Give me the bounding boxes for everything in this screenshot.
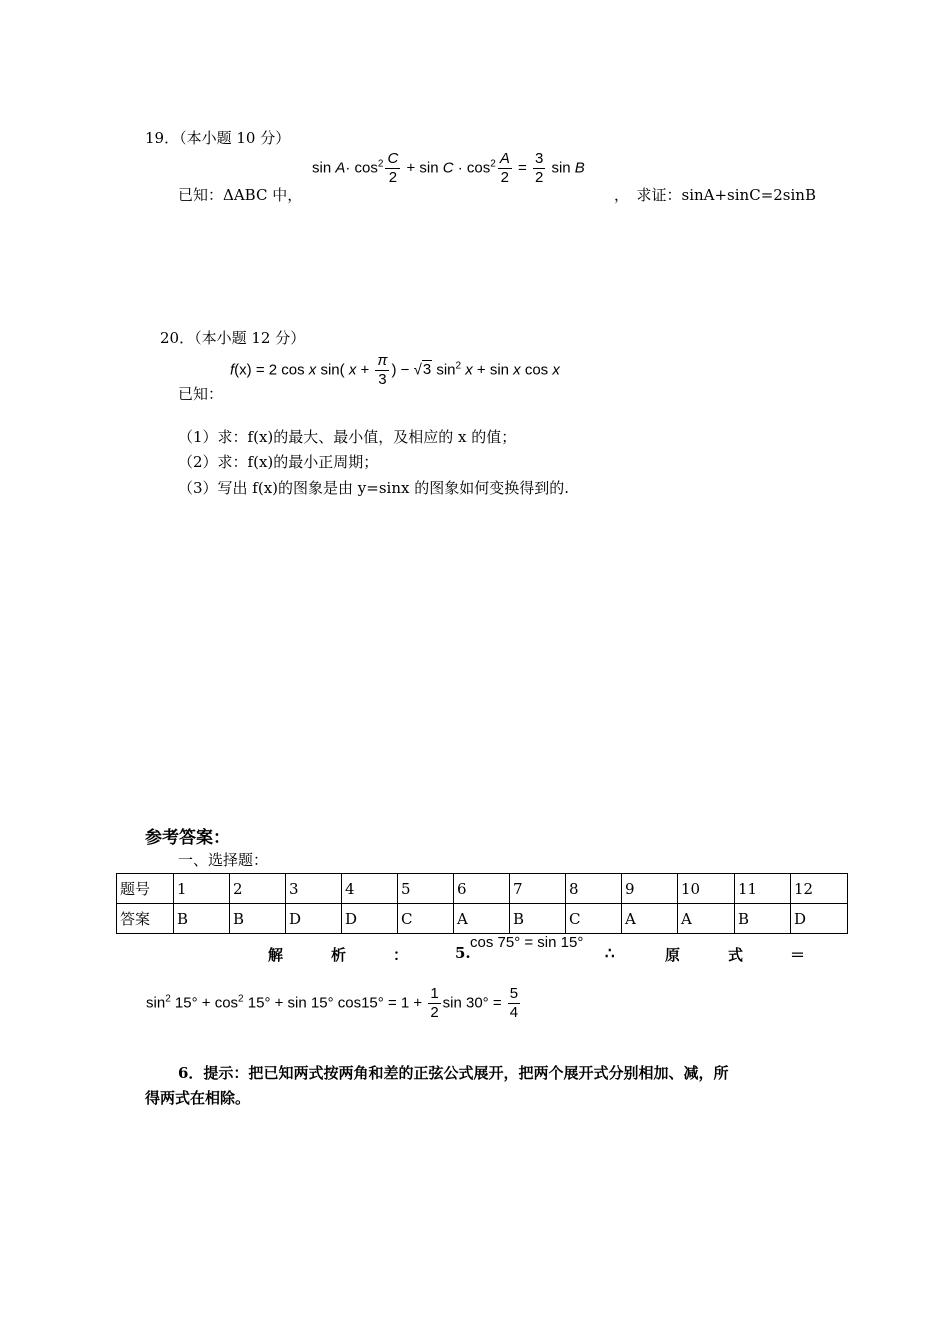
table-cell: 3: [286, 874, 342, 904]
q19-prove: ， 求证：sinA+sinC=2sinB: [614, 186, 816, 204]
table-cell: A: [454, 904, 510, 934]
q20-item-2: （2）求：f(x)的最小正周期；: [178, 453, 379, 471]
analysis-item-number: 5.: [455, 944, 471, 962]
analysis-formula-inline: cos 75° = sin 15°: [470, 934, 584, 951]
table-row: [117, 904, 848, 934]
table-cell: D: [791, 904, 848, 934]
answers-title: 参考答案：: [145, 828, 230, 848]
table-cell: B: [510, 904, 566, 934]
table-cell: 9: [622, 874, 678, 904]
table-cell: B: [230, 904, 286, 934]
analysis-formula-block: $\sin^2 15^\circ + \cos^2 15^\circ + \sin 15^\circ$ cos15° = 1 + $\frac{1}{2}$ sin 30° = $\frac{5}{4}$: [146, 985, 519, 1021]
table-cell: B: [174, 904, 230, 934]
q19-header: 19．（本小题 10 分）: [145, 129, 291, 147]
table-cell: 1: [174, 874, 230, 904]
table-cell: 2: [230, 874, 286, 904]
q20-item-1: （1）求：f(x)的最大、最小值，及相应的 x 的值；: [178, 428, 517, 446]
table-cell: C: [398, 904, 454, 934]
analysis-tail-3: ＝: [790, 946, 806, 964]
analysis-label-2: 析: [331, 946, 347, 964]
table-cell: 6: [454, 874, 510, 904]
table-cell: 11: [735, 874, 791, 904]
q20-given: 已知：: [178, 385, 224, 403]
table-cell: 12: [791, 874, 848, 904]
table-cell: 10: [678, 874, 735, 904]
table-cell: 7: [510, 874, 566, 904]
table-cell: 8: [566, 874, 622, 904]
table-cell: 题号: [117, 874, 174, 904]
table-cell: D: [286, 904, 342, 934]
q20-formula: f(x) = 2 cos x sin( x + $\frac{\pi}{3}$ ) − √3 $\sin^2 x + \sin x$ cos x: [230, 352, 560, 388]
answers-section-choice: 一、选择题：: [178, 851, 269, 869]
therefore-symbol: ∴: [605, 944, 615, 962]
q20-header: 20．（本小题 12 分）: [160, 329, 306, 347]
analysis-label-3: ：: [393, 946, 409, 964]
table-cell: D: [342, 904, 398, 934]
q20-item-3: （3）写出 f(x)的图象是由 y=sinx 的图象如何变换得到的.: [178, 479, 569, 497]
table-cell: A: [622, 904, 678, 934]
hint6-line2: 得两式在相除。: [145, 1089, 251, 1107]
table-cell: 4: [342, 874, 398, 904]
analysis-tail-2: 式: [728, 946, 744, 964]
analysis-label-1: 解: [268, 946, 284, 964]
table-cell: C: [566, 904, 622, 934]
table-cell: A: [678, 904, 735, 934]
table-cell: 答案: [117, 904, 174, 934]
hint6-line1: 6．提示：把已知两式按两角和差的正弦公式展开，把两个展开式分别相加、减，所: [178, 1064, 729, 1082]
analysis-tail-1: 原: [665, 946, 681, 964]
table-cell: B: [735, 904, 791, 934]
q19-given: 已知：ΔABC 中，: [178, 186, 303, 204]
table-cell: 5: [398, 874, 454, 904]
answer-table: [116, 873, 848, 934]
q19-formula: $\sin A\cdot \cos^2$ $\frac{C}{2}$ + $\sin C \cdot \cos^2$ $\frac{A}{2}$ = $\frac{3}{2}$ sin B: [312, 150, 585, 186]
table-row: [117, 874, 848, 904]
